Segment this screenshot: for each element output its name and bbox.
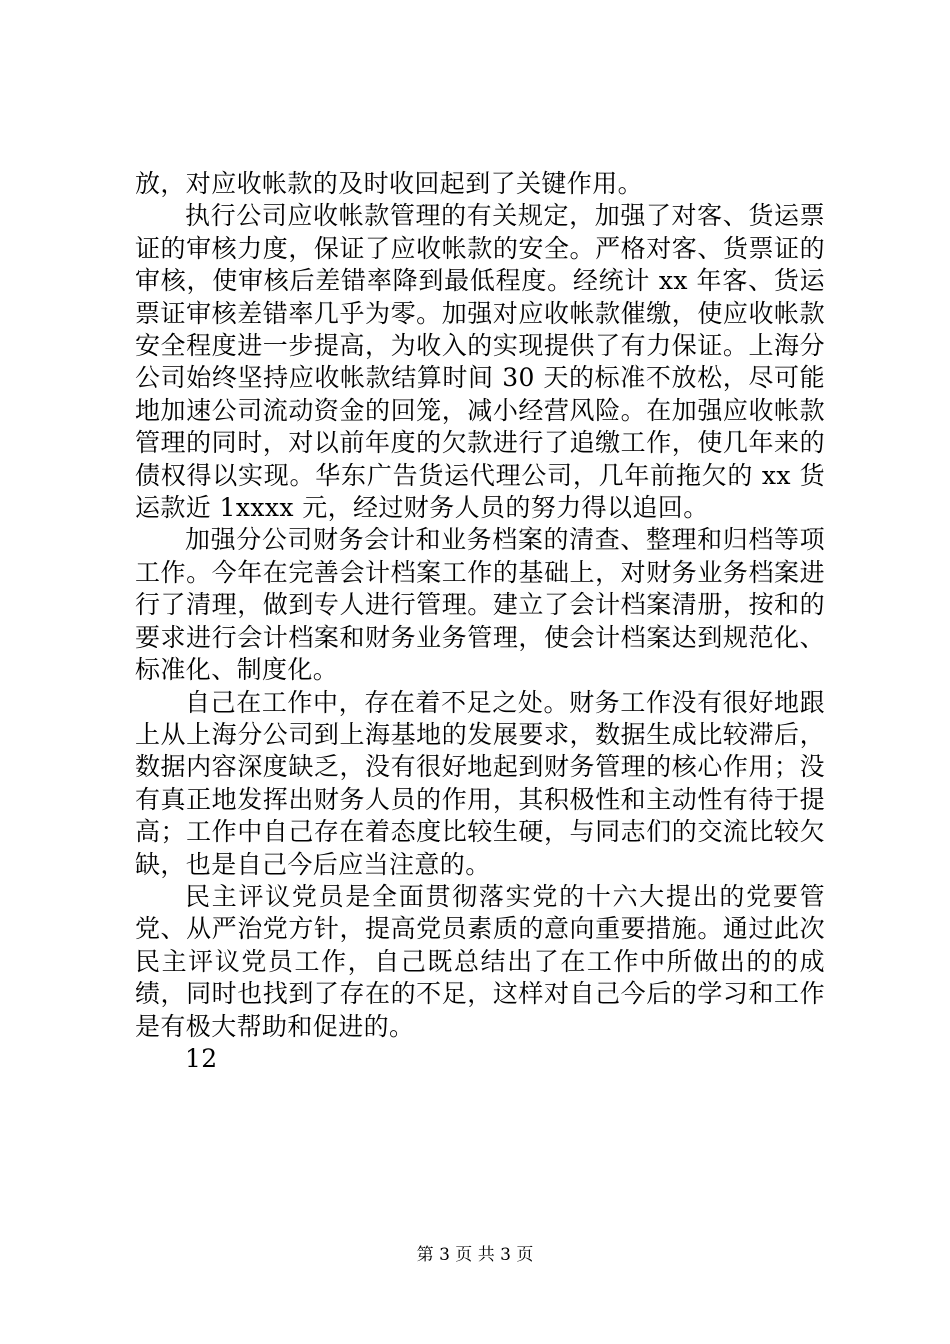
- paragraph-1: 放，对应收帐款的及时收回起到了关键作用。: [135, 169, 644, 198]
- paragraph-4: 自己在工作中，存在着不足之处。财务工作没有很好地跟上从上海分公司到上海基地的发展要求，数据生成比较滞后，数据内容深度缺乏，没有很好地起到财务管理的核心作用；没有真正地发挥出财务人员的作用，其积极性和主动性有待于提高；工作中自己存在着态度比较生硬，与同志们的交流比较欠缺，也是自己今后应当注意的。: [135, 687, 825, 879]
- page-footer: 第 3 页 共 3 页: [416, 1245, 534, 1265]
- paragraph-2: 执行公司应收帐款管理的有关规定，加强了对客、货运票证的审核力度，保证了应收帐款的安全。严格对客、货票证的审核，使审核后差错率降到最低程度。经统计 xx 年客、货运票证审核差错率几乎为零。加强对应收帐款催缴，使应收帐款安全程度进一步提高，为收入的实现提供了有力保证。上海分公司始终坚持应收帐款结算时间 30 天的标准不放松，尽可能地加速公司流动资金的回笼，减小经营风险。在加强应收帐款管理的同时，对以前年度的欠款进行了追缴工作，使几年来的债权得以实现。华东广告货运代理公司，几年前拖欠的 xx 货运款近 1xxxx 元，经过财务人员的努力得以追回。: [135, 201, 825, 523]
- paragraph-3: 加强分公司财务会计和业务档案的清查、整理和归档等项工作。今年在完善会计档案工作的基础上，对财务业务档案进行了清理，做到专人进行管理。建立了会计档案清册，按和的要求进行会计档案和财务业务管理，使会计档案达到规范化、标准化、制度化。: [135, 525, 825, 685]
- document-body: [135, 168, 825, 1075]
- paragraph-6: 12: [185, 1043, 218, 1073]
- paragraph-5: 民主评议党员是全面贯彻落实党的十六大提出的党要管党、从严治党方针，提高党员素质的意向重要措施。通过此次民主评议党员工作，自己既总结出了在工作中所做出的的成绩，同时也找到了存在的不足，这样对自己今后的学习和工作是有极大帮助和促进的。: [135, 881, 825, 1041]
